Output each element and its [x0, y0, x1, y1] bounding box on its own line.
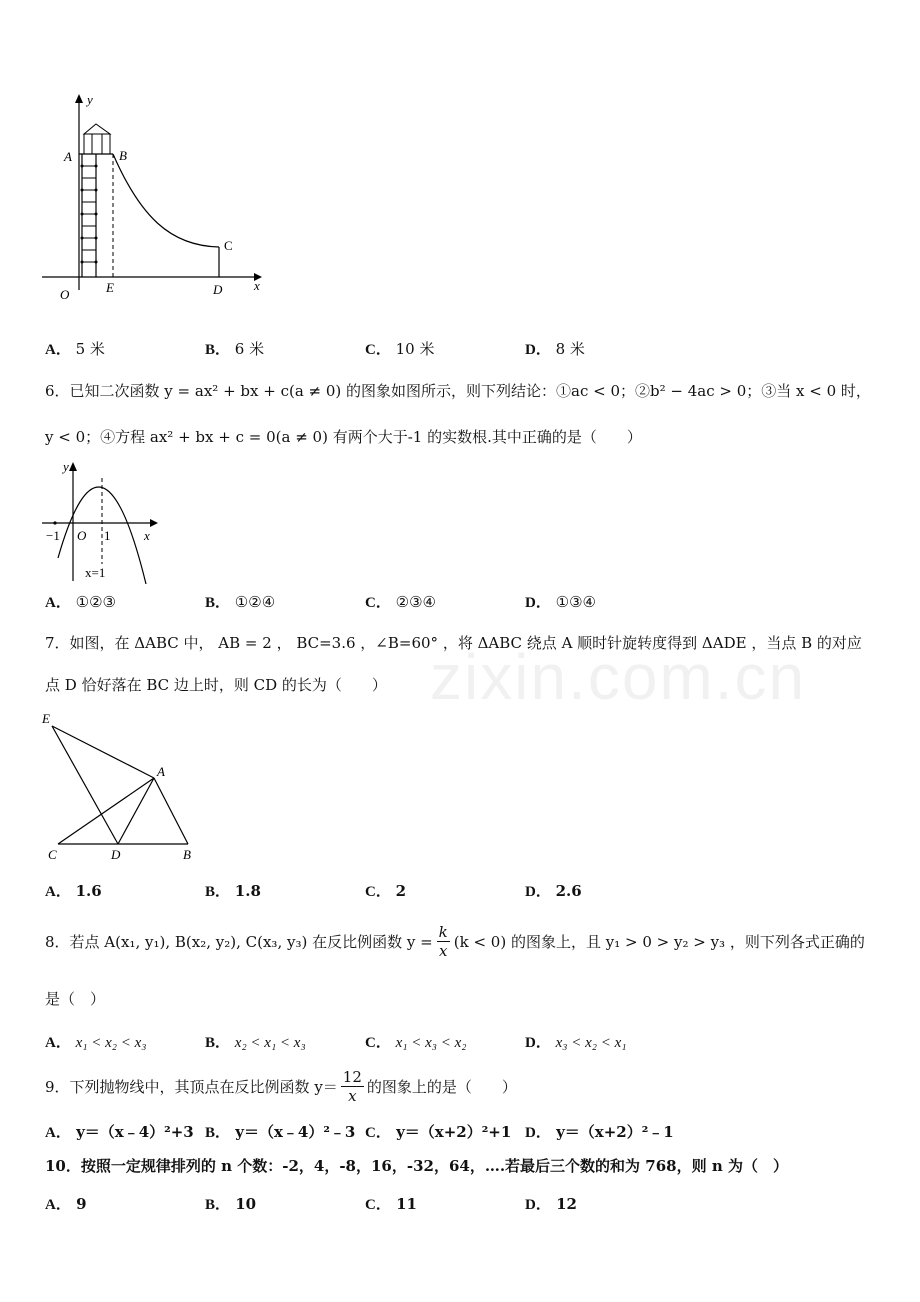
q8-stem-line2: 是（ ） — [45, 990, 106, 1008]
q6-option-c[interactable]: C． ②③④ — [365, 593, 436, 611]
q5-label-o: O — [60, 287, 70, 302]
q10-option-a[interactable]: A． 9 — [45, 1195, 87, 1213]
q6-stem-line2: y < 0；④方程 ax² + bx + c = 0(a ≠ 0) 有两个大于-1 的实数根.其中正确的是（ ） — [45, 428, 642, 446]
q7-option-c[interactable]: C． 2 — [365, 882, 407, 900]
q9-option-c[interactable]: C． y＝（x+2）²+1 — [365, 1123, 512, 1141]
q9-stem: 9．下列抛物线中，其顶点在反比例函数 y＝ 12 x 的图象上的是（ ） — [45, 1068, 517, 1105]
q9-option-b[interactable]: B． y＝（x﹣4）²﹣3 — [205, 1123, 356, 1141]
q7-label-c: C — [48, 847, 57, 862]
q5-label-a: A — [64, 149, 72, 164]
q6-label-o: O — [77, 528, 87, 543]
q10-option-c[interactable]: C． 11 — [365, 1195, 417, 1213]
q6-label-1: 1 — [104, 528, 111, 543]
q7-segment-ae — [52, 726, 154, 778]
q7-segment-ac — [58, 778, 154, 844]
q7-label-e: E — [42, 711, 50, 726]
q5-label-x: x — [254, 278, 260, 293]
q7-stem-line2: 点 D 恰好落在 BC 边上时，则 CD 的长为（ ） — [45, 676, 387, 694]
q7-segment-ed — [52, 726, 118, 844]
q7-option-d[interactable]: D． 2.6 — [525, 882, 582, 900]
q10-option-d[interactable]: D． 12 — [525, 1195, 577, 1213]
q10-option-b[interactable]: B． 10 — [205, 1195, 257, 1213]
q7-label-a: A — [157, 764, 165, 779]
q8-option-d[interactable]: D． x₃ < x₂ < x₁ — [525, 1035, 627, 1051]
q8-fraction: $\frac{k}{x}$ — [438, 923, 448, 960]
q5-option-c[interactable]: C． 10 米 — [365, 340, 435, 358]
q7-option-b[interactable]: B． 1.8 — [205, 882, 261, 900]
q5-label-b: B — [119, 148, 127, 163]
q7-label-d: D — [111, 847, 121, 862]
q6-option-a[interactable]: A． ①②③ — [45, 593, 116, 611]
q5-label-d: D — [213, 282, 223, 297]
q6-option-d[interactable]: D． ①③④ — [525, 593, 596, 611]
q5-label-e: E — [106, 280, 114, 295]
q8-option-c[interactable]: C． x₁ < x₃ < x₂ — [365, 1035, 467, 1051]
q5-ladder-rungs — [82, 166, 96, 262]
q7-segment-ab — [154, 778, 188, 844]
q5-y-arrow — [75, 94, 83, 103]
q8-option-a[interactable]: A． x₁ < x₂ < x₃ — [45, 1035, 147, 1051]
q6-label-neg1: −1 — [46, 528, 60, 543]
q7-option-a[interactable]: A． 1.6 — [45, 882, 102, 900]
q5-option-d[interactable]: D． 8 米 — [525, 340, 585, 358]
q5-tower-cabin — [84, 134, 110, 154]
q7-segment-ad — [118, 778, 154, 844]
q6-stem-line1: 6．已知二次函数 y = ax² + bx + c(a ≠ 0) 的图象如图所示，则下列结论：①ac < 0；②b² − 4ac > 0；③当 x < 0 时， — [45, 382, 871, 400]
q8-stem-line1: 8．若点 A(x₁, y₁), B(x₂, y₂), C(x₃, y₃) 在反比例函数 y = $\frac{k}{x}$ (k < 0) 的图象上，且 y₁ > 0 > y₂ > y₃ ，则下列各式正确的 — [45, 923, 865, 960]
q9-fraction: 12 x — [342, 1068, 362, 1105]
q7-label-b: B — [183, 847, 191, 862]
q5-curve-bc — [113, 154, 219, 247]
q6-label-x: x — [144, 528, 150, 543]
q6-label-axis: x=1 — [85, 565, 106, 580]
q5-option-b[interactable]: B． 6 米 — [205, 340, 265, 358]
q7-stem-line1: 7．如图，在 ΔABC 中， AB = 2 ， BC=3.6 ，∠B=60° ，将 ΔABC 绕点 A 顺时针旋转度得到 ΔADE ，当点 B 的对应 — [45, 634, 862, 652]
q8-option-b[interactable]: B． x₂ < x₁ < x₃ — [205, 1035, 306, 1051]
q9-option-d[interactable]: D． y＝（x+2）²﹣1 — [525, 1123, 674, 1141]
q6-option-b[interactable]: B． ①②④ — [205, 593, 276, 611]
q5-label-c: C — [224, 238, 233, 253]
q6-figure — [38, 456, 168, 586]
q7-figure — [38, 706, 208, 866]
q5-option-a[interactable]: A． 5 米 — [45, 340, 105, 358]
q10-stem: 10．按照一定规律排列的 n 个数：-2，4，-8，16，-32，64，….若最后三个数的和为 768，则 n 为（ ） — [45, 1157, 788, 1175]
q6-label-y: y — [63, 459, 69, 474]
q9-option-a[interactable]: A． y＝（x﹣4）²+3 — [45, 1123, 194, 1141]
q5-tower-roof — [84, 124, 110, 134]
q5-figure — [30, 86, 280, 306]
watermark: zixin.com.cn — [430, 641, 807, 713]
q5-label-y: y — [87, 92, 93, 107]
